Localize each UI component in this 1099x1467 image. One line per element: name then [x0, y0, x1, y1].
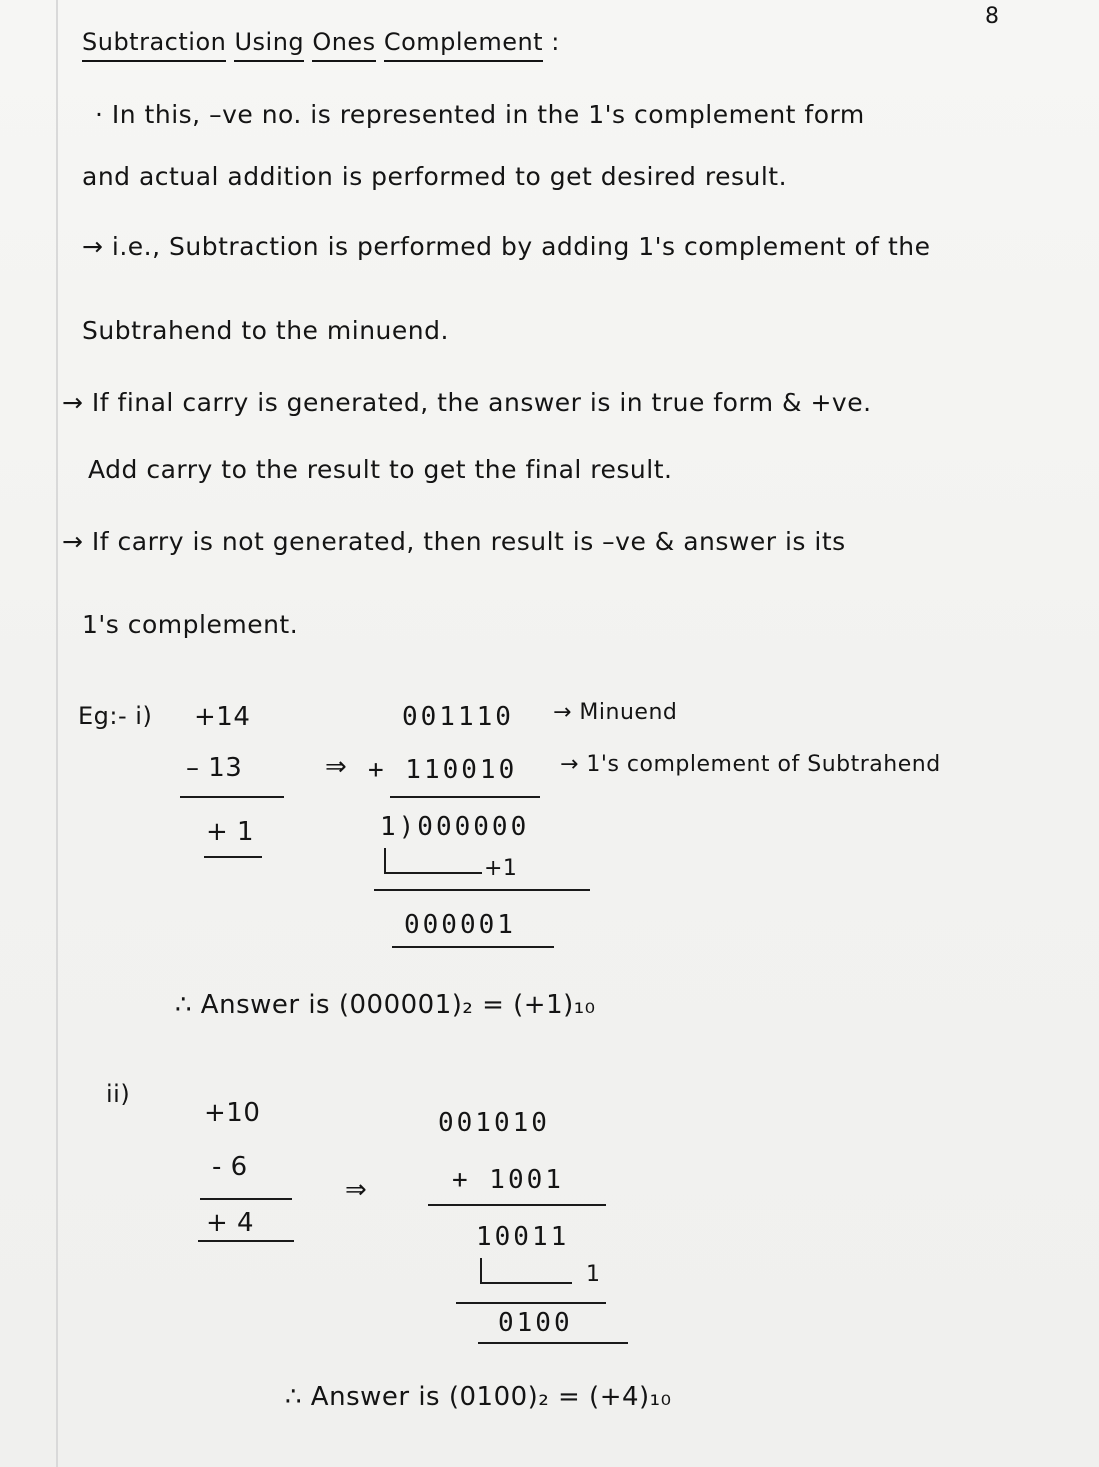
- example-2-final-rule: [478, 1342, 628, 1344]
- example-2-binary-minuend: 001010: [438, 1108, 550, 1138]
- title-word-subtraction: Subtraction: [82, 28, 226, 62]
- example-2-implies-arrow: ⇒: [345, 1175, 368, 1205]
- example-1-binary-minuend: 001110: [402, 702, 514, 732]
- example-2-operand-b: - 6: [212, 1152, 248, 1182]
- example-2-carry-add: 1: [586, 1262, 601, 1287]
- example-2-decimal-result: + 4: [206, 1208, 255, 1238]
- paragraph-line-1: · In this, –ve no. is represented in the 1's complement form: [95, 100, 865, 129]
- page-title: [82, 28, 560, 56]
- example-2-answer: ∴ Answer is (0100)₂ = (+4)₁₀: [285, 1382, 672, 1412]
- example-1-binary-complement: + 110010: [368, 755, 518, 785]
- paragraph-line-7: → If carry is not generated, then result is –ve & answer is its: [62, 527, 846, 556]
- example-1-binary-rule: [390, 796, 540, 798]
- example-1-answer: ∴ Answer is (000001)₂ = (+1)₁₀: [175, 990, 596, 1020]
- paragraph-line-8: 1's complement.: [82, 610, 299, 639]
- example-2-carry-arrow: [480, 1258, 572, 1284]
- example-1-decimal-rule: [180, 796, 284, 798]
- example-2-result-underline: [198, 1240, 294, 1242]
- example-2-binary-b: + 1001: [452, 1165, 564, 1195]
- example-2-binary-rule: [428, 1204, 606, 1206]
- paragraph-line-3: → i.e., Subtraction is performed by adding 1's complement of the: [82, 232, 931, 261]
- paragraph-line-5: → If final carry is generated, the answer is in true form & +ve.: [62, 388, 872, 417]
- margin-line: [56, 0, 58, 1467]
- example-1-operand-a: +14: [194, 702, 251, 732]
- title-word-using: Using: [234, 28, 304, 62]
- example-1-operand-b: – 13: [186, 753, 243, 783]
- page-number: 8: [985, 4, 1000, 29]
- example-2-operand-a: +10: [204, 1098, 261, 1128]
- paragraph-line-2: and actual addition is performed to get desired result.: [82, 162, 788, 191]
- title-word-ones: Ones: [312, 28, 375, 62]
- example-1-carry-add: +1: [484, 856, 518, 881]
- example-1-decimal-result: + 1: [206, 817, 255, 847]
- example-1-complement-annotation: → 1's complement of Subtrahend: [560, 752, 941, 777]
- example-1-result-underline: [204, 856, 262, 858]
- example-1-final-rule: [392, 946, 554, 948]
- example-1-implies-arrow: ⇒: [325, 752, 348, 782]
- example-1-sum-rule: [374, 889, 590, 891]
- example-2-sum-rule: [456, 1302, 606, 1304]
- example-1-binary-final: 000001: [404, 910, 516, 940]
- title-colon: :: [551, 28, 560, 56]
- example-2-binary-sum: 10011: [476, 1222, 570, 1252]
- example-2-binary-final: 0100: [498, 1308, 573, 1338]
- example-1-binary-sum: 1)000000: [380, 812, 530, 842]
- example-2-decimal-rule: [200, 1198, 292, 1200]
- paragraph-line-6: Add carry to the result to get the final result.: [88, 455, 673, 484]
- example-1-minuend-annotation: → Minuend: [553, 700, 678, 725]
- example-2-label: ii): [106, 1080, 131, 1108]
- example-1-label: Eg:- i): [78, 702, 153, 730]
- title-word-complement: Complement: [384, 28, 543, 62]
- paragraph-line-4: Subtrahend to the minuend.: [82, 316, 449, 345]
- example-1-carry-arrow: [384, 848, 482, 874]
